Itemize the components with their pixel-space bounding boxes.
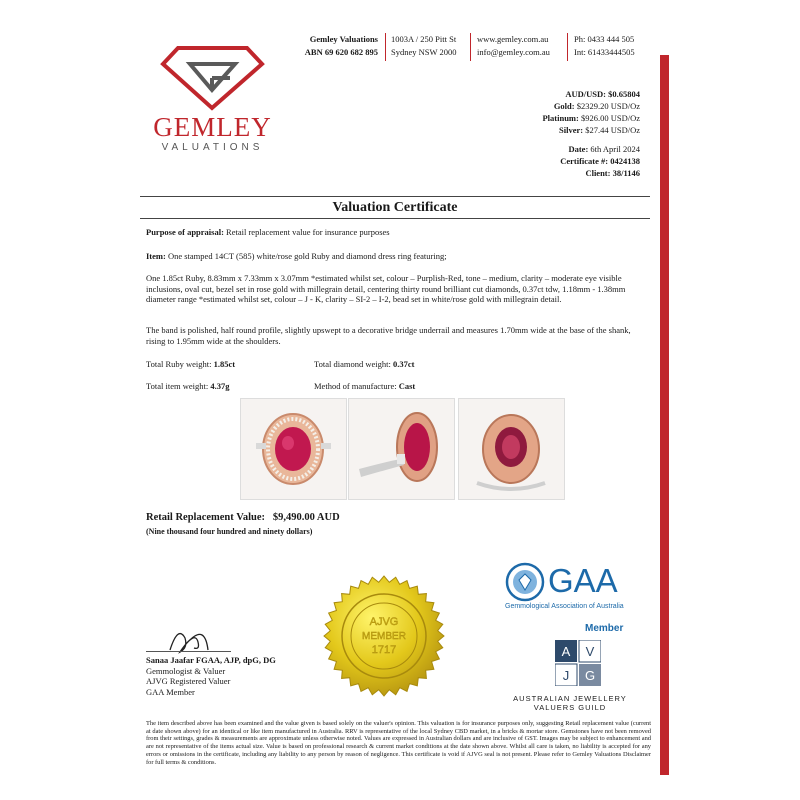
logo-name: GEMLEY	[153, 112, 272, 142]
retail-value-label: Retail Replacement Value:	[146, 512, 265, 523]
ajvg-line2: VALUERS GUILD	[533, 703, 607, 712]
seal-line3: 1717	[371, 644, 397, 656]
gaa-mark: GAA	[548, 562, 618, 599]
item-value: One stamped 14CT (585) white/rose gold Ruby and diamond dress ring featuring;	[167, 251, 447, 261]
disclaimer: The item described above has been examined and the value given is based solely on the valuer's opinion. This valuation is for insurance purposes only, suggesting Retail replacement value (current at date shown above) for an identical or like item manufactured in Australia. RRV is representative of the local Sydney CBD market, in a bricks & mortar store. Gemstones have not been removed from their settings, grades & measurements are approximate unless otherwise noted. Values are expressed in Australian dollars and are inclusive of GST. Images may be subject to enhancement and are not representative of the items actual size. Value is based on professional research & current market conditions at the date shown above. Whilst all care is taken, no liability is accepted for any errors or omissions in the certificate, including any liability to any person by reason of negligence. This certificate is void if AJVG seal is not present. Please refer to Gemley Valuations Disclaimer for full terms & conditions.	[146, 720, 651, 766]
intl-phone: Int: 61433444505	[574, 47, 635, 57]
item-weight-value: 4.37g	[210, 381, 230, 391]
address-line2: Sydney NSW 2000	[391, 47, 457, 57]
ring-photo-back	[458, 398, 565, 500]
ruby-weight	[146, 359, 235, 369]
diamond-icon	[150, 42, 275, 112]
ajvg-line1: AUSTRALIAN JEWELLERY	[513, 694, 627, 703]
purpose-line	[146, 227, 646, 238]
diamond-weight-value: 0.37ct	[392, 359, 415, 369]
address-line1: 1003A / 250 Pitt St	[391, 34, 457, 44]
diamond-weight-label: Total diamond weight:	[314, 359, 391, 369]
red-side-bar	[660, 55, 669, 775]
client-label: Client:	[585, 168, 611, 178]
ajvg-letter-g: G	[584, 668, 596, 683]
certificate-meta	[560, 143, 640, 179]
ajvg-seal-icon	[323, 575, 445, 697]
client-number: 38/1146	[612, 168, 640, 178]
retail-value-amount: $9,490.00 AUD	[272, 512, 340, 523]
date-label: Date:	[568, 144, 589, 154]
email-link[interactable]: info@gemley.com.au	[477, 47, 550, 57]
purpose-label: Purpose of appraisal:	[146, 227, 224, 237]
date-value: 6th April 2024	[590, 144, 640, 154]
ajvg-logo-icon	[555, 640, 601, 686]
method-label: Method of manufacture:	[314, 381, 397, 391]
certificate-label: Certificate #:	[560, 156, 609, 166]
header-company	[298, 33, 378, 59]
title-divider-bottom	[140, 218, 650, 219]
gaa-subtitle: Gemmological Association of Australia	[505, 603, 624, 610]
signer-name: Sanaa Jaafar FGAA, AJP, dpG, DG	[146, 655, 276, 665]
ring-photo-side	[348, 398, 455, 500]
ajvg-letter-v: V	[585, 644, 595, 659]
gaa-member: Member	[585, 623, 624, 634]
aud-usd-rate: AUD/USD: $0.65804	[565, 89, 640, 99]
title-divider-top	[140, 196, 650, 197]
item-label: Item:	[146, 251, 166, 261]
item-weight-label: Total item weight:	[146, 381, 209, 391]
method-value: Cast	[398, 381, 416, 391]
manufacture-method	[314, 381, 415, 391]
description-paragraph: One 1.85ct Ruby, 8.83mm x 7.33mm x 3.07mm *estimated whilst set, colour – Purplish-Red, tone – medium, clarity – moderate eye visible inclusions, oval cut, bezel set in rose gold with millegrain detail, centering thirty round brilliant cut diamonds, 0.37ct tdw, 1.18mm - 1.38mm diameter range *estimated whilst set, colour – J - K, clarity – SI-2 – I-2, bead set in white/rose gold with millegrain detail.	[146, 273, 626, 304]
signer-block	[146, 655, 276, 697]
silver-label: Silver:	[559, 125, 584, 135]
gemley-logo	[150, 42, 275, 153]
ajvg-letter-j: J	[562, 668, 570, 683]
signature-line	[146, 651, 231, 652]
company-name: Gemley Valuations	[309, 34, 378, 44]
item-line	[146, 251, 646, 262]
band-paragraph: The band is polished, half round profile, slightly upswept to a decorative bridge underrail and measures 1.70mm wide at the base of the shank, rising to 1.95mm wide at the shoulders.	[146, 325, 631, 346]
ruby-weight-label: Total Ruby weight:	[146, 359, 212, 369]
ajvg-letter-a: A	[561, 644, 571, 659]
signature-icon	[150, 620, 240, 660]
seal-line1: AJVG	[369, 616, 399, 628]
signer-role1: Gemmologist & Valuer	[146, 665, 226, 676]
gold-rate: $2329.20 USD/Oz	[576, 101, 640, 111]
gaa-globe-icon	[505, 562, 545, 602]
silver-rate: $27.44 USD/Oz	[585, 125, 640, 135]
item-weight	[146, 381, 229, 391]
website-link[interactable]: www.gemley.com.au	[477, 34, 549, 44]
company-abn: ABN 69 620 682 895	[304, 47, 378, 57]
signer-role2: AJVG Registered Valuer	[146, 676, 231, 686]
header-separator	[470, 33, 471, 61]
retail-value-words: (Nine thousand four hundred and ninety dollars)	[146, 527, 313, 536]
diamond-weight	[314, 359, 414, 369]
header-web	[477, 33, 550, 59]
seal-line2: MEMBER	[362, 631, 406, 642]
page-title: Valuation Certificate	[332, 200, 458, 215]
gold-label: Gold:	[553, 101, 575, 111]
certificate-number: 0424138	[610, 156, 640, 166]
ruby-weight-value: 1.85ct	[213, 359, 236, 369]
platinum-rate: $926.00 USD/Oz	[580, 113, 640, 123]
header-address	[391, 33, 457, 59]
signer-role3: GAA Member	[146, 686, 195, 697]
ring-photo-front	[240, 398, 347, 500]
phone: Ph: 0433 444 505	[574, 34, 635, 44]
retail-value	[146, 512, 340, 523]
header-separator	[567, 33, 568, 61]
header-phone	[574, 33, 635, 59]
logo-sub: VALUATIONS	[161, 142, 264, 153]
metal-rates	[542, 88, 640, 136]
purpose-value: Retail replacement value for insurance purposes	[226, 227, 390, 237]
header-separator	[385, 33, 386, 61]
platinum-label: Platinum:	[542, 113, 579, 123]
